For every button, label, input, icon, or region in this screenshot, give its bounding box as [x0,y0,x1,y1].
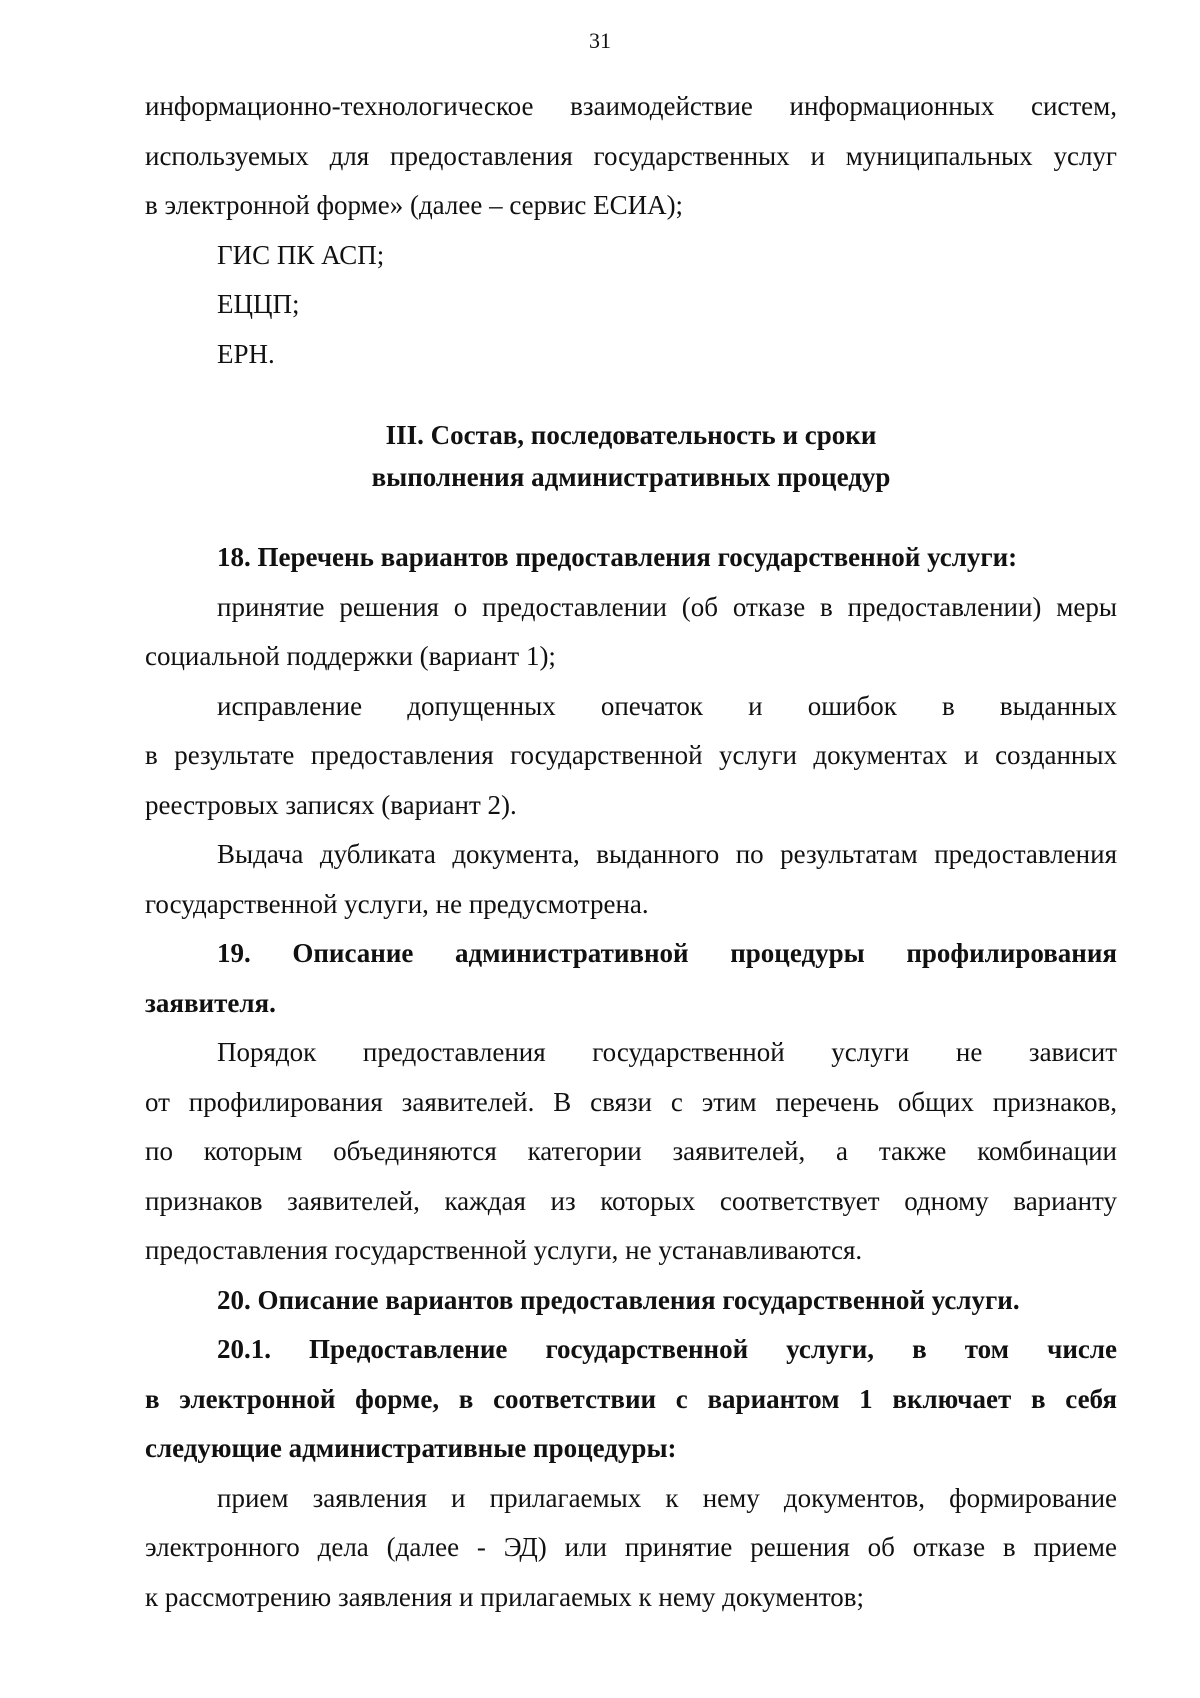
section-heading [145,414,1117,498]
item-20-proc-line-1: прием заявления и прилагаемых к нему документов, формирование [217,1482,1117,1513]
list-item: ГИС ПК АСП; [217,239,385,270]
item-20-proc-line-3: к рассмотрению заявления и прилагаемых к нему документов; [145,1581,865,1612]
item-18-variant2-line-1: исправление допущенных опечаток и ошибок в выданных [217,690,1117,721]
item-18-variant1-line-2: социальной поддержки (вариант 1); [145,641,556,671]
intro-line-1: информационно-технологическое взаимодействие информационных систем, [145,91,1117,121]
list-item: ЕЦЦП; [217,289,300,319]
item-18-variant1-line-1: принятие решения о предоставлении (об отказе в предоставлении) меры [217,591,1117,622]
document-body [145,82,1117,1622]
item-20-heading: 20. Описание вариантов предоставления государственной услуги. [217,1284,1020,1315]
item-19-text-line-4: признаков заявителей, каждая из которых соответствует одному варианту [145,1185,1117,1216]
item-18-duplicate-line-2: государственной услуги, не предусмотрена. [145,888,649,919]
item-20-proc-line-2: электронного дела (далее - ЭД) или принятие решения об отказе в приеме [145,1532,1117,1562]
item-20-1-line-2: в электронной форме, в соответствии с вариантом 1 включает в себя [145,1383,1117,1414]
item-19-text-line-2: от профилирования заявителей. В связи с этим перечень общих признаков, [145,1086,1117,1117]
item-18-variant2-line-2: в результате предоставления государственной услуги документах и созданных [145,740,1117,770]
page-number: 31 [589,28,611,53]
item-20-1-line-3: следующие административные процедуры: [145,1433,677,1463]
item-19-heading-line-2: заявителя. [145,987,276,1018]
item-18-heading: 18. Перечень вариантов предоставления государственной услуги: [217,542,1018,572]
section-heading-line-1: III. Состав, последовательность и сроки [385,420,877,450]
item-18-variant2-line-3: реестровых записях (вариант 2). [145,789,517,820]
list-item: ЕРН. [217,338,275,369]
item-19-text-line-5: предоставления государственной услуги, не устанавливаются. [145,1235,863,1265]
item-20-1-line-1: 20.1. Предоставление государственной услуги, в том числе [217,1334,1117,1364]
item-19-heading-line-1: 19. Описание административной процедуры профилирования [217,938,1117,968]
intro-line-2: используемых для предоставления государственных и муниципальных услуг [145,140,1117,171]
item-19-text-line-1: Порядок предоставления государственной услуги не зависит [217,1037,1117,1067]
intro-line-3: в электронной форме» (далее – сервис ЕСИА); [145,190,684,220]
item-18-duplicate-line-1: Выдача дубликата документа, выданного по результатам предоставления [217,839,1117,869]
section-heading-line-2: выполнения административных процедур [371,462,891,492]
item-19-text-line-3: по которым объединяются категории заявителей, а также комбинации [145,1136,1117,1166]
